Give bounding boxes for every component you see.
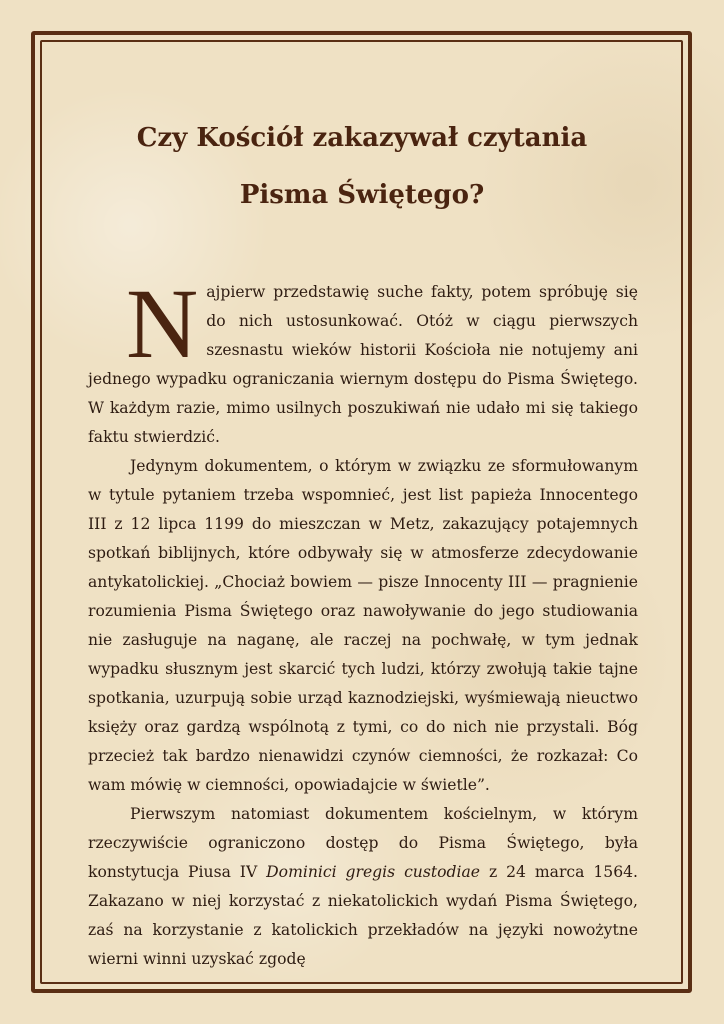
- title-line-2: Pisma Świętego?: [239, 180, 485, 210]
- article-body: [88, 268, 638, 974]
- title-line-1: Czy Kościół zakazywał czytania: [136, 123, 588, 153]
- paragraph-1-text: ajpierw przedstawię suche fakty, potem spróbuję się do nich ustosunkować. Otóż w ciągu pierwszych szesnastu wieków historii Kościoła nie notujemy ani jednego wypadku ograniczania wiernym dostępu do Pisma Świętego. W każdym razie, mimo usilnych poszukiwań nie udało mi się takiego faktu stwierdzić.: [88, 283, 638, 446]
- drop-cap: N: [126, 268, 199, 379]
- paragraph-3: [88, 800, 638, 974]
- paragraph-3-text-start: Pierwszym natomiast dokumentem kościelnym, w którym rzeczywiście ograniczono dostęp do Pisma Świętego, była konstytucja Piusa IV: [88, 805, 638, 881]
- paragraph-3-text-end: z 24 marca 1564. Zakazano w niej korzystać z niekatolickich wydań Pisma Świętego, zaś na korzystanie z katolickich przekładów na języki nowożytne wierni winni uzyskać zgodę: [88, 863, 638, 968]
- paragraph-2: Jedynym dokumentem, o którym w związku ze sformułowanym w tytule pytaniem trzeba wspomnieć, jest list papieża Innocentego III z 12 lipca 1199 do mieszczan w Metz, zakazujący potajemnych spotkań biblijnych, które odbywały się w atmosferze zdecydowanie antykatolickiej. „Chociaż bowiem — pisze Innocenty III — pragnienie rozumienia Pisma Świętego oraz nawoływanie do jego studiowania nie zasługuje na naganę, ale raczej na pochwałę, w tym jednak wypadku słusznym jest skarcić tych ludzi, którzy zwołują takie tajne spotkania, uzurpują sobie urząd kaznodziejski, wyśmiewają nieuctwo księży oraz gardzą wspólnotą z tymi, co do nich nie przystali. Bóg przecież tak bardzo nienawidzi czynów ciemności, że rozkazał: Co wam mówię w ciemności, opowiadajcie w świetle”.: [88, 457, 638, 794]
- page-title: [60, 110, 664, 224]
- document-title-italic: Dominici gregis custodiae: [266, 863, 481, 881]
- paragraph-1: [88, 268, 638, 452]
